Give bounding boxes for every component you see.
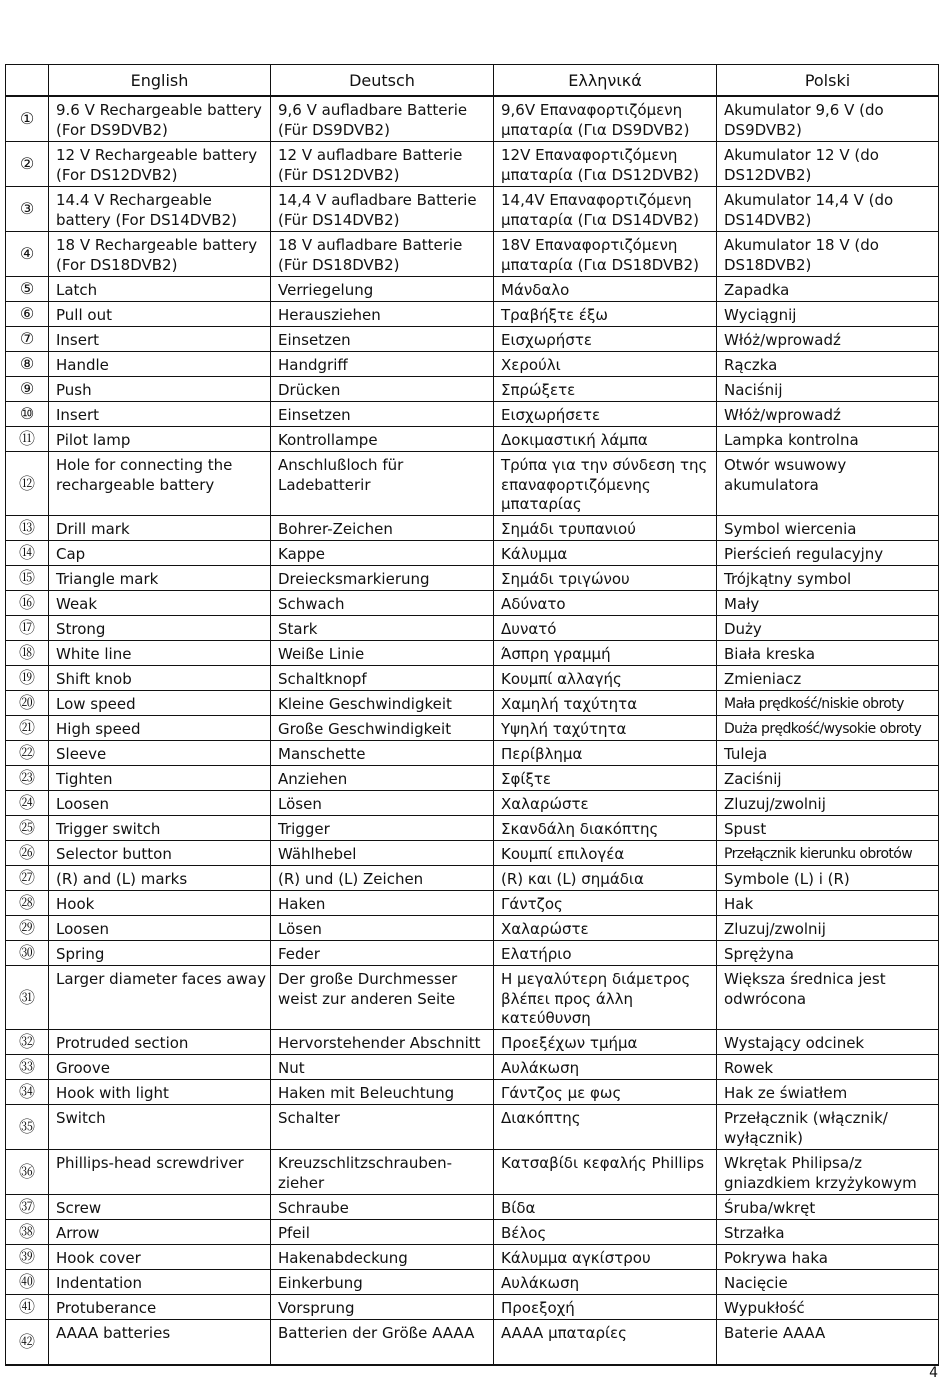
cell-deutsch: Der große Durchmesser weist zur anderen Seite [271, 966, 494, 1030]
cell-polski: Strzałka [717, 1220, 939, 1245]
cell-english: Hole for connecting the rechargeable battery [49, 452, 271, 516]
cell-greek: Τρύπα για την σύνδεση της επαναφορτιζόμενης μπαταρίας [494, 452, 717, 516]
cell-english: Groove [49, 1055, 271, 1080]
cell-deutsch: Handgriff [271, 352, 494, 377]
table-row [6, 541, 939, 566]
cell-english: Low speed [49, 691, 271, 716]
cell-polski: Rowek [717, 1055, 939, 1080]
table-row [6, 516, 939, 541]
cell-english: 14.4 V Rechargeable battery (For DS14DVB2) [49, 187, 271, 232]
cell-deutsch: Schalter [271, 1105, 494, 1150]
cell-deutsch: Vorsprung [271, 1295, 494, 1320]
cell-polski: Biała kreska [717, 641, 939, 666]
table-row [6, 891, 939, 916]
cell-deutsch: 12 V aufladbare Batterie (Für DS12DVB2) [271, 142, 494, 187]
table-row [6, 941, 939, 966]
row-number: ⑳ [6, 691, 49, 716]
cell-english: Hook [49, 891, 271, 916]
cell-english: Trigger switch [49, 816, 271, 841]
table-row [6, 427, 939, 452]
cell-deutsch: Feder [271, 941, 494, 966]
row-number: ㊵ [6, 1270, 49, 1295]
cell-deutsch: Bohrer-Zeichen [271, 516, 494, 541]
cell-greek: 14,4V Επαναφορτιζόμενη μπαταρία (Για DS14DVB2) [494, 187, 717, 232]
row-number: ㊶ [6, 1295, 49, 1320]
cell-polski: Baterie AAAA [717, 1320, 939, 1366]
row-number: ㉝ [6, 1055, 49, 1080]
cell-deutsch: Einkerbung [271, 1270, 494, 1295]
cell-polski: Tuleja [717, 741, 939, 766]
cell-greek: Σφίξτε [494, 766, 717, 791]
cell-english: Loosen [49, 916, 271, 941]
cell-deutsch: Große Geschwindigkeit [271, 716, 494, 741]
cell-greek: Υψηλή ταχύτητα [494, 716, 717, 741]
cell-english: Spring [49, 941, 271, 966]
cell-greek: Προεξέχων τμήμα [494, 1030, 717, 1055]
cell-deutsch: Schaltknopf [271, 666, 494, 691]
cell-greek: Αδύνατο [494, 591, 717, 616]
cell-english: Arrow [49, 1220, 271, 1245]
row-number: ㉑ [6, 716, 49, 741]
cell-english: Pilot lamp [49, 427, 271, 452]
cell-greek: Γάντζος με φως [494, 1080, 717, 1105]
cell-greek: Χερούλι [494, 352, 717, 377]
cell-greek: Κάλυμμα [494, 541, 717, 566]
row-number: ㉒ [6, 741, 49, 766]
row-number: ㉛ [6, 966, 49, 1030]
cell-deutsch: 9,6 V aufladbare Batterie (Für DS9DVB2) [271, 96, 494, 142]
cell-polski: Zaciśnij [717, 766, 939, 791]
cell-english: AAAA batteries [49, 1320, 271, 1366]
cell-polski: Wkrętak Philipsa/z gniazdkiem krzyżykowym [717, 1150, 939, 1195]
cell-greek: Κουμπί επιλογέα [494, 841, 717, 866]
table-row [6, 666, 939, 691]
cell-greek: Μάνδαλο [494, 277, 717, 302]
row-number: ① [6, 96, 49, 142]
table-row [6, 187, 939, 232]
cell-english: Weak [49, 591, 271, 616]
table-row [6, 841, 939, 866]
table-row [6, 96, 939, 142]
cell-english: Larger diameter faces away [49, 966, 271, 1030]
table-row [6, 591, 939, 616]
cell-greek: Περίβλημα [494, 741, 717, 766]
cell-greek: Αυλάκωση [494, 1270, 717, 1295]
cell-deutsch: Trigger [271, 816, 494, 841]
cell-polski: Mały [717, 591, 939, 616]
cell-english: Protruded section [49, 1030, 271, 1055]
cell-greek: Εισχωρήστε [494, 327, 717, 352]
cell-deutsch: Einsetzen [271, 402, 494, 427]
table-body [6, 96, 939, 1365]
row-number: ⑪ [6, 427, 49, 452]
cell-english: Tighten [49, 766, 271, 791]
cell-greek: Χαλαρώστε [494, 791, 717, 816]
cell-english: Latch [49, 277, 271, 302]
cell-polski: Przełącznik kierunku obrotów [717, 841, 939, 866]
row-number: ㉟ [6, 1105, 49, 1150]
cell-english: Drill mark [49, 516, 271, 541]
row-number: ⑨ [6, 377, 49, 402]
cell-english: 12 V Rechargeable battery (For DS12DVB2) [49, 142, 271, 187]
cell-english: Strong [49, 616, 271, 641]
cell-english: Pull out [49, 302, 271, 327]
cell-english: High speed [49, 716, 271, 741]
parts-legend-table [5, 64, 939, 1366]
cell-english: Hook with light [49, 1080, 271, 1105]
header-row [6, 65, 939, 97]
cell-deutsch: Verriegelung [271, 277, 494, 302]
cell-english: Shift knob [49, 666, 271, 691]
cell-greek: 18V Επαναφορτιζόμενη μπαταρία (Για DS18DVB2) [494, 232, 717, 277]
cell-polski: Wyciągnij [717, 302, 939, 327]
cell-greek: Εισχωρήσετε [494, 402, 717, 427]
table-row [6, 1030, 939, 1055]
row-number: ㊷ [6, 1320, 49, 1366]
row-number: ⑬ [6, 516, 49, 541]
cell-english: Triangle mark [49, 566, 271, 591]
table-row [6, 766, 939, 791]
table-row [6, 1295, 939, 1320]
cell-greek: Κάλυμμα αγκίστρου [494, 1245, 717, 1270]
cell-deutsch: Nut [271, 1055, 494, 1080]
header-deutsch: Deutsch [271, 65, 494, 97]
cell-english: Indentation [49, 1270, 271, 1295]
cell-english: White line [49, 641, 271, 666]
cell-deutsch: Stark [271, 616, 494, 641]
cell-polski: Zapadka [717, 277, 939, 302]
row-number: ⑯ [6, 591, 49, 616]
row-number: ③ [6, 187, 49, 232]
cell-english: Switch [49, 1105, 271, 1150]
cell-polski: Włóż/wprowadź [717, 327, 939, 352]
cell-greek: Βέλος [494, 1220, 717, 1245]
cell-deutsch: Anschlußloch für Ladebatterir [271, 452, 494, 516]
row-number: ㉓ [6, 766, 49, 791]
cell-deutsch: Manschette [271, 741, 494, 766]
cell-greek: Σημάδι τρυπανιού [494, 516, 717, 541]
cell-greek: Ελατήριο [494, 941, 717, 966]
cell-deutsch: Schwach [271, 591, 494, 616]
row-number: ⑱ [6, 641, 49, 666]
row-number: ㊴ [6, 1245, 49, 1270]
cell-polski: Sprężyna [717, 941, 939, 966]
cell-greek: Σπρώξετε [494, 377, 717, 402]
table-row [6, 327, 939, 352]
cell-greek: Διακόπτης [494, 1105, 717, 1150]
cell-greek: Σκανδάλη διακόπτης [494, 816, 717, 841]
row-number: ⑫ [6, 452, 49, 516]
cell-deutsch: Drücken [271, 377, 494, 402]
cell-english: Handle [49, 352, 271, 377]
cell-polski: Włóż/wprowadź [717, 402, 939, 427]
cell-polski: Hak [717, 891, 939, 916]
cell-greek: Κατσαβίδι κεφαλής Phillips [494, 1150, 717, 1195]
cell-english: Cap [49, 541, 271, 566]
table-row [6, 741, 939, 766]
cell-polski: Mała prędkość/niskie obroty [717, 691, 939, 716]
cell-deutsch: Haken mit Beleuchtung [271, 1080, 494, 1105]
table-row [6, 232, 939, 277]
cell-polski: Nacięcie [717, 1270, 939, 1295]
table-row [6, 1320, 939, 1366]
row-number: ⑩ [6, 402, 49, 427]
table-row [6, 916, 939, 941]
row-number: ⑥ [6, 302, 49, 327]
cell-polski: Większa średnica jest odwrócona [717, 966, 939, 1030]
row-number: ㉔ [6, 791, 49, 816]
cell-english: Loosen [49, 791, 271, 816]
cell-deutsch: Batterien der Größe AAAA [271, 1320, 494, 1366]
cell-polski: Zluzuj/zwolnij [717, 916, 939, 941]
cell-polski: Akumulator 14,4 V (do DS14DVB2) [717, 187, 939, 232]
cell-polski: Symbol wiercenia [717, 516, 939, 541]
table-row [6, 716, 939, 741]
row-number: ㊳ [6, 1220, 49, 1245]
cell-polski: Hak ze światłem [717, 1080, 939, 1105]
cell-deutsch: Einsetzen [271, 327, 494, 352]
cell-polski: Duża prędkość/wysokie obroty [717, 716, 939, 741]
cell-english: Sleeve [49, 741, 271, 766]
cell-english: Insert [49, 402, 271, 427]
cell-polski: Wypukłość [717, 1295, 939, 1320]
table-row [6, 452, 939, 516]
table-row [6, 616, 939, 641]
cell-polski: Zmieniacz [717, 666, 939, 691]
row-number: ④ [6, 232, 49, 277]
table-row [6, 1150, 939, 1195]
cell-english: Phillips-head screwdriver [49, 1150, 271, 1195]
row-number: ㊱ [6, 1150, 49, 1195]
cell-polski: Przełącznik (włącznik/ wyłącznik) [717, 1105, 939, 1150]
cell-greek: Τραβήξτε έξω [494, 302, 717, 327]
table-row [6, 566, 939, 591]
cell-deutsch: Hervorstehender Abschnitt [271, 1030, 494, 1055]
cell-deutsch: 18 V aufladbare Batterie (Für DS18DVB2) [271, 232, 494, 277]
row-number: ⑰ [6, 616, 49, 641]
table-row [6, 966, 939, 1030]
cell-deutsch: Anziehen [271, 766, 494, 791]
cell-deutsch: Kontrollampe [271, 427, 494, 452]
cell-deutsch: Hakenabdeckung [271, 1245, 494, 1270]
cell-polski: Symbole (L) i (R) [717, 866, 939, 891]
row-number: ⑦ [6, 327, 49, 352]
cell-deutsch: Schraube [271, 1195, 494, 1220]
cell-greek: Κουμπί αλλαγής [494, 666, 717, 691]
row-number: ⑤ [6, 277, 49, 302]
table-row [6, 1270, 939, 1295]
cell-english: Hook cover [49, 1245, 271, 1270]
row-number: ⑮ [6, 566, 49, 591]
cell-english: 18 V Rechargeable battery (For DS18DVB2) [49, 232, 271, 277]
cell-polski: Pierścień regulacyjny [717, 541, 939, 566]
table-row [6, 402, 939, 427]
table-row [6, 1220, 939, 1245]
cell-polski: Rączka [717, 352, 939, 377]
page-number: 4 [929, 1365, 938, 1381]
table-row [6, 1105, 939, 1150]
cell-polski: Naciśnij [717, 377, 939, 402]
cell-polski: Zluzuj/zwolnij [717, 791, 939, 816]
header-number [6, 65, 49, 97]
cell-deutsch: Kreuzschlitzschrauben-zieher [271, 1150, 494, 1195]
cell-english: Protuberance [49, 1295, 271, 1320]
table-row [6, 1055, 939, 1080]
cell-greek: Χαλαρώστε [494, 916, 717, 941]
row-number: ㉕ [6, 816, 49, 841]
cell-greek: Δυνατό [494, 616, 717, 641]
cell-greek: Σημάδι τριγώνου [494, 566, 717, 591]
cell-english: Selector button [49, 841, 271, 866]
cell-deutsch: Lösen [271, 791, 494, 816]
cell-english: Screw [49, 1195, 271, 1220]
cell-greek: (R) και (L) σημάδια [494, 866, 717, 891]
cell-english: Insert [49, 327, 271, 352]
row-number: ㉘ [6, 891, 49, 916]
table-row [6, 816, 939, 841]
row-number: ㉞ [6, 1080, 49, 1105]
row-number: ㉜ [6, 1030, 49, 1055]
cell-polski: Śruba/wkręt [717, 1195, 939, 1220]
table-row [6, 791, 939, 816]
cell-polski: Akumulator 18 V (do DS18DVB2) [717, 232, 939, 277]
row-number: ㉙ [6, 916, 49, 941]
cell-greek: Δοκιμαστική λάμπα [494, 427, 717, 452]
cell-english: Push [49, 377, 271, 402]
cell-polski: Spust [717, 816, 939, 841]
cell-polski: Duży [717, 616, 939, 641]
cell-deutsch: Pfeil [271, 1220, 494, 1245]
header-english: English [49, 65, 271, 97]
cell-deutsch: (R) und (L) Zeichen [271, 866, 494, 891]
header-polski: Polski [717, 65, 939, 97]
header-greek: Ελληνικά [494, 65, 717, 97]
row-number: ⑲ [6, 666, 49, 691]
cell-deutsch: Kappe [271, 541, 494, 566]
table-row [6, 1195, 939, 1220]
cell-greek: AAAA μπαταρίες [494, 1320, 717, 1366]
cell-english: (R) and (L) marks [49, 866, 271, 891]
cell-polski: Pokrywa haka [717, 1245, 939, 1270]
cell-polski: Wystający odcinek [717, 1030, 939, 1055]
cell-greek: Η μεγαλύτερη διάμετρος βλέπει προς άλλη κατεύθυνση [494, 966, 717, 1030]
cell-deutsch: Herausziehen [271, 302, 494, 327]
cell-polski: Otwór wsuwowy akumulatora [717, 452, 939, 516]
cell-english: 9.6 V Rechargeable battery (For DS9DVB2) [49, 96, 271, 142]
row-number: ② [6, 142, 49, 187]
table-row [6, 1080, 939, 1105]
cell-deutsch: Weiße Linie [271, 641, 494, 666]
row-number: ⑧ [6, 352, 49, 377]
cell-greek: Προεξοχή [494, 1295, 717, 1320]
table-row [6, 302, 939, 327]
row-number: ㉗ [6, 866, 49, 891]
table-row [6, 352, 939, 377]
row-number: ⑭ [6, 541, 49, 566]
cell-deutsch: Lösen [271, 916, 494, 941]
cell-greek: 12V Επαναφορτιζόμενη μπαταρία (Για DS12DVB2) [494, 142, 717, 187]
table-row [6, 377, 939, 402]
cell-deutsch: Kleine Geschwindigkeit [271, 691, 494, 716]
cell-greek: 9,6V Επαναφορτιζόμενη μπαταρία (Για DS9DVB2) [494, 96, 717, 142]
cell-greek: Βίδα [494, 1195, 717, 1220]
cell-greek: Γάντζος [494, 891, 717, 916]
table-row [6, 277, 939, 302]
table-row [6, 866, 939, 891]
cell-polski: Akumulator 12 V (do DS12DVB2) [717, 142, 939, 187]
cell-polski: Akumulator 9,6 V (do DS9DVB2) [717, 96, 939, 142]
table-row [6, 1245, 939, 1270]
cell-deutsch: 14,4 V aufladbare Batterie (Für DS14DVB2) [271, 187, 494, 232]
table-row [6, 691, 939, 716]
row-number: ㊲ [6, 1195, 49, 1220]
cell-deutsch: Dreiecksmarkierung [271, 566, 494, 591]
table-row [6, 641, 939, 666]
row-number: ㉚ [6, 941, 49, 966]
cell-deutsch: Wählhebel [271, 841, 494, 866]
cell-greek: Χαμηλή ταχύτητα [494, 691, 717, 716]
cell-greek: Άσπρη γραμμή [494, 641, 717, 666]
cell-greek: Αυλάκωση [494, 1055, 717, 1080]
table-row [6, 142, 939, 187]
cell-polski: Lampka kontrolna [717, 427, 939, 452]
cell-deutsch: Haken [271, 891, 494, 916]
cell-polski: Trójkątny symbol [717, 566, 939, 591]
row-number: ㉖ [6, 841, 49, 866]
